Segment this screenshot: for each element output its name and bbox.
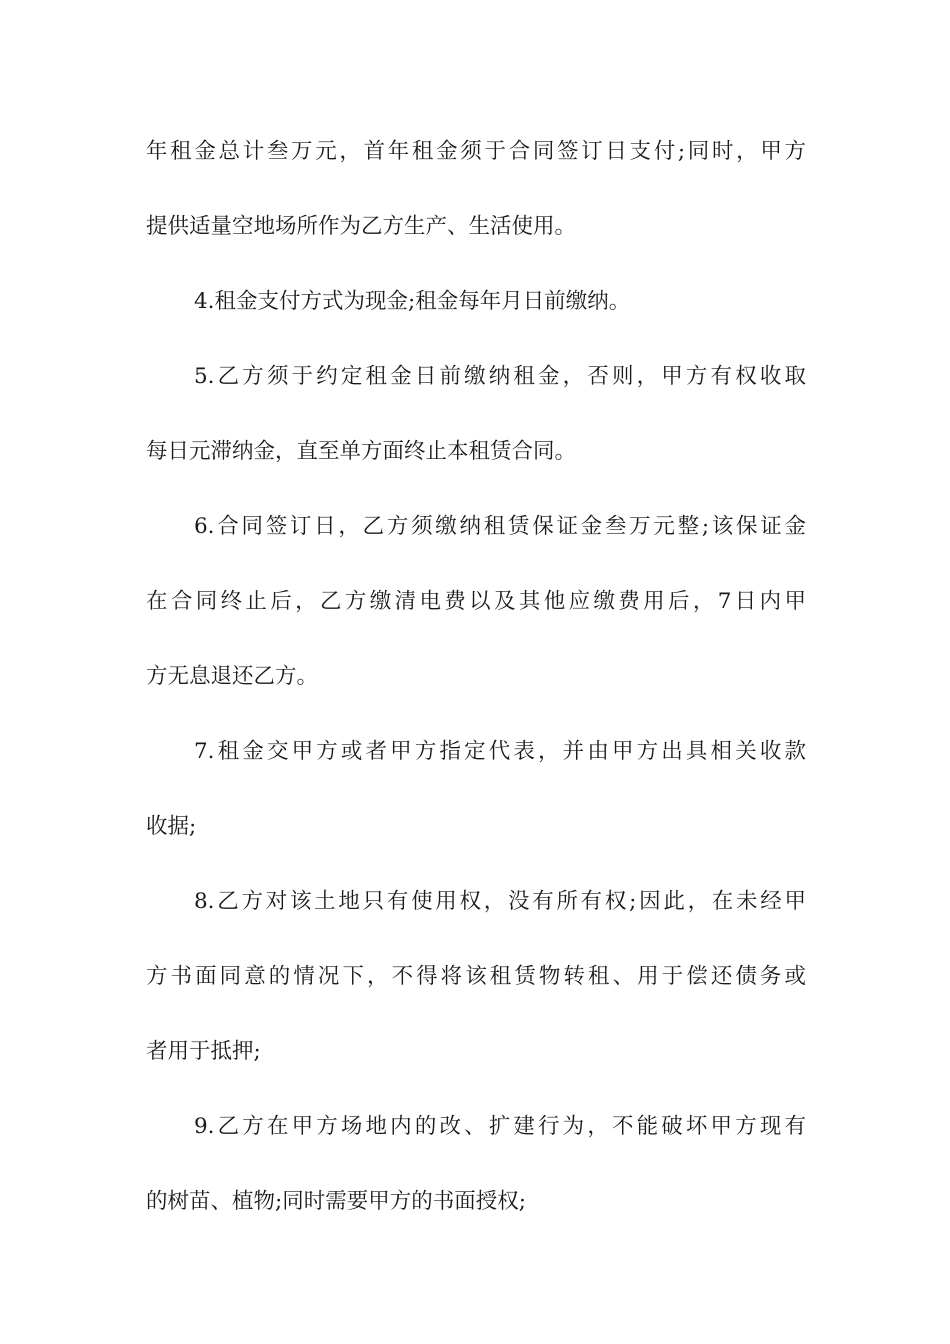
- text-line: 者用于抵押;: [146, 1039, 261, 1064]
- clause-6: 6.合同签订日，乙方须缴纳租赁保证金叁万元整;该保证金: [194, 514, 806, 539]
- text-line: 每日元滞纳金，直至单方面终止本租赁合同。: [146, 439, 577, 464]
- clause-5: 5.乙方须于约定租金日前缴纳租金，否则，甲方有权收取: [194, 364, 806, 389]
- clause-4: 4.租金支付方式为现金;租金每年月日前缴纳。: [194, 289, 631, 314]
- text-line: 提供适量空地场所作为乙方生产、生活使用。: [146, 214, 577, 239]
- clause-8: 8.乙方对该土地只有使用权，没有所有权;因此，在未经甲: [194, 889, 806, 914]
- clause-7: 7.租金交甲方或者甲方指定代表，并由甲方出具相关收款: [194, 739, 806, 764]
- text-line: 在合同终止后，乙方缴清电费以及其他应缴费用后，7日内甲: [146, 589, 806, 614]
- text-line: 收据;: [146, 814, 197, 839]
- text-line: 的树苗、植物;同时需要甲方的书面授权;: [146, 1189, 526, 1214]
- text-line: 年租金总计叁万元，首年租金须于合同签订日支付;同时，甲方: [146, 139, 806, 164]
- clause-9: 9.乙方在甲方场地内的改、扩建行为，不能破坏甲方现有: [194, 1114, 806, 1139]
- text-line: 方书面同意的情况下，不得将该租赁物转租、用于偿还债务或: [146, 964, 806, 989]
- text-line: 方无息退还乙方。: [146, 664, 319, 689]
